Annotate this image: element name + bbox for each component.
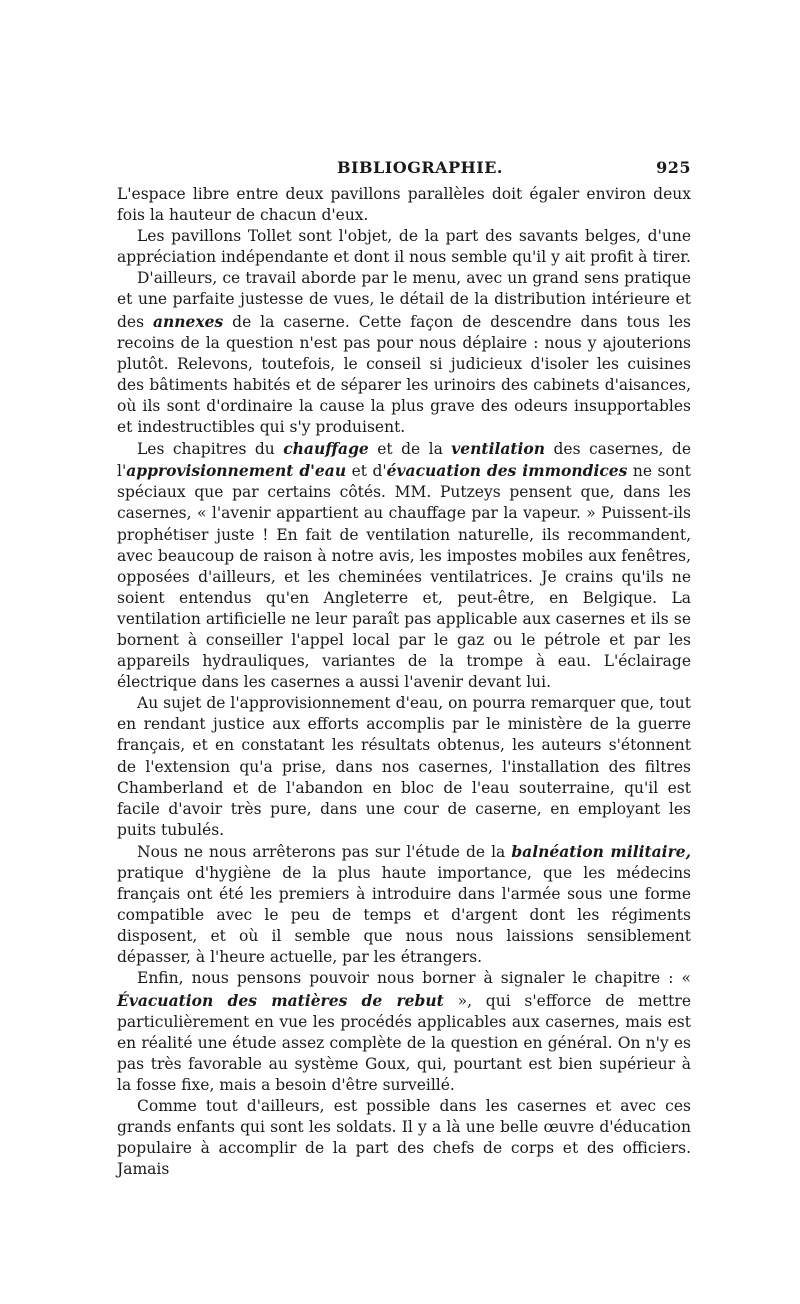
paragraph bbox=[117, 226, 691, 268]
text-run: Les chapitres du bbox=[137, 440, 284, 459]
running-title: BIBLIOGRAPHIE. bbox=[337, 158, 503, 177]
paragraph bbox=[117, 268, 691, 438]
emphasized-text: chauffage bbox=[283, 439, 369, 459]
emphasized-text: ventilation bbox=[451, 439, 546, 459]
emphasized-text: approvisionnement d'eau bbox=[126, 461, 347, 481]
emphasized-text: évacuation des immondices bbox=[386, 461, 628, 481]
text-run: D'ailleurs, ce travail aborde par le menu, avec un grand sens pratique et une parfaite justesse de vues, le détail de la distribution intérieure et des bbox=[117, 269, 691, 331]
text-run: et d' bbox=[346, 462, 387, 481]
text-run: Nous ne nous arrêterons pas sur l'étude de la bbox=[137, 842, 512, 861]
text-run: ne sont spéciaux que par certains côtés. MM. Putzeys pensent que, dans les casernes, « l'avenir appartient au chauffage par la vapeur. » Puissent-ils prophétiser juste ! En fait de ventilation naturelle, ils recommandent, avec beaucoup de raison à notre avis, les impostes mobiles aux fenêtres, opposées d'ailleurs, et les cheminées ventilatrices. Je crains qu'ils ne soient entendus qu'en Angleterre et, peut-être, en Belgique. La ventilation artificielle ne leur paraît pas applicable aux casernes et ils se bornent à conseiller l'appel local par le gaz ou le pétrole et par les appareils hydrauliques, variantes de la trompe à eau. L'éclairage électrique dans les casernes a aussi l'avenir devant lui. bbox=[117, 462, 691, 692]
emphasized-text: Évacuation des matières de rebut bbox=[117, 990, 444, 1010]
text-run: », qui s'efforce de mettre particulièrement en vue les procédés applicables aux casernes, mais est en réalité une étude assez complète de la question en général. On n'y es pas très favorable au système Goux, qui, pourtant est bien supérieur à la fosse fixe, mais a besoin d'être surveillé. bbox=[117, 991, 691, 1094]
text-run: et de la bbox=[368, 440, 452, 459]
text-run: Les pavillons Tollet sont l'objet, de la part des savants belges, d'une appréciation indépendante et dont il nous semble qu'il y ait profit à tirer. bbox=[117, 227, 691, 267]
emphasized-text: balnéation militaire, bbox=[511, 841, 691, 861]
body-text bbox=[117, 184, 691, 1180]
text-run: des casernes, de l' bbox=[117, 440, 692, 481]
text-run: Comme tout d'ailleurs, est possible dans les casernes et avec ces grands enfants qui sont les soldats. Il y a là une belle œuvre d'éducation populaire à accomplir de la part des chefs de corps et des officiers. Jamais bbox=[117, 1097, 691, 1179]
running-header bbox=[117, 158, 691, 180]
paragraph bbox=[117, 1096, 691, 1180]
text-run: Enfin, nous pensons pouvoir nous borner à signaler le chapitre : « bbox=[137, 969, 691, 988]
text-run: de la caserne. Cette façon de descendre dans tous les recoins de la question n'est pas pour nous déplaire : nous y ajouterions plutôt. Relevons, toutefois, le conseil si judicieux d'isoler les cuisines des bâtiments habités et de séparer les urinoirs des cabinets d'aisances, où ils sont d'ordinaire la cause la plus grave des odeurs insupportables et indestructibles qui s'y produisent. bbox=[117, 312, 691, 437]
paragraph bbox=[117, 968, 691, 1096]
paragraph bbox=[117, 693, 691, 841]
book-page bbox=[117, 158, 691, 1180]
emphasized-text: annexes bbox=[152, 311, 224, 331]
paragraph bbox=[117, 438, 691, 693]
text-run: pratique d'hygiène de la plus haute importance, que les médecins français ont été les premiers à introduire dans l'armée sous une forme compatible avec le peu de temps et d'argent dont les régiments disposent, et où il semble que nous nous laissions sensiblement dépasser, à l'heure actuelle, par les étrangers. bbox=[117, 864, 691, 967]
paragraph bbox=[117, 841, 691, 969]
paragraph bbox=[117, 184, 691, 226]
text-run: Au sujet de l'approvisionnement d'eau, on pourra remarquer que, tout en rendant justice aux efforts accomplis par le ministère de la guerre français, et en constatant les résultats obtenus, les auteurs s'étonnent de l'extension qu'a prise, dans nos casernes, l'installation des filtres Chamberland et de l'abandon en bloc de l'eau souterraine, qu'il est facile d'avoir très pure, dans une cour de caserne, en employant les puits tubulés. bbox=[117, 694, 691, 839]
text-run: L'espace libre entre deux pavillons parallèles doit égaler environ deux fois la hauteur de chacun d'eux. bbox=[117, 185, 691, 225]
page-number: 925 bbox=[656, 158, 691, 177]
